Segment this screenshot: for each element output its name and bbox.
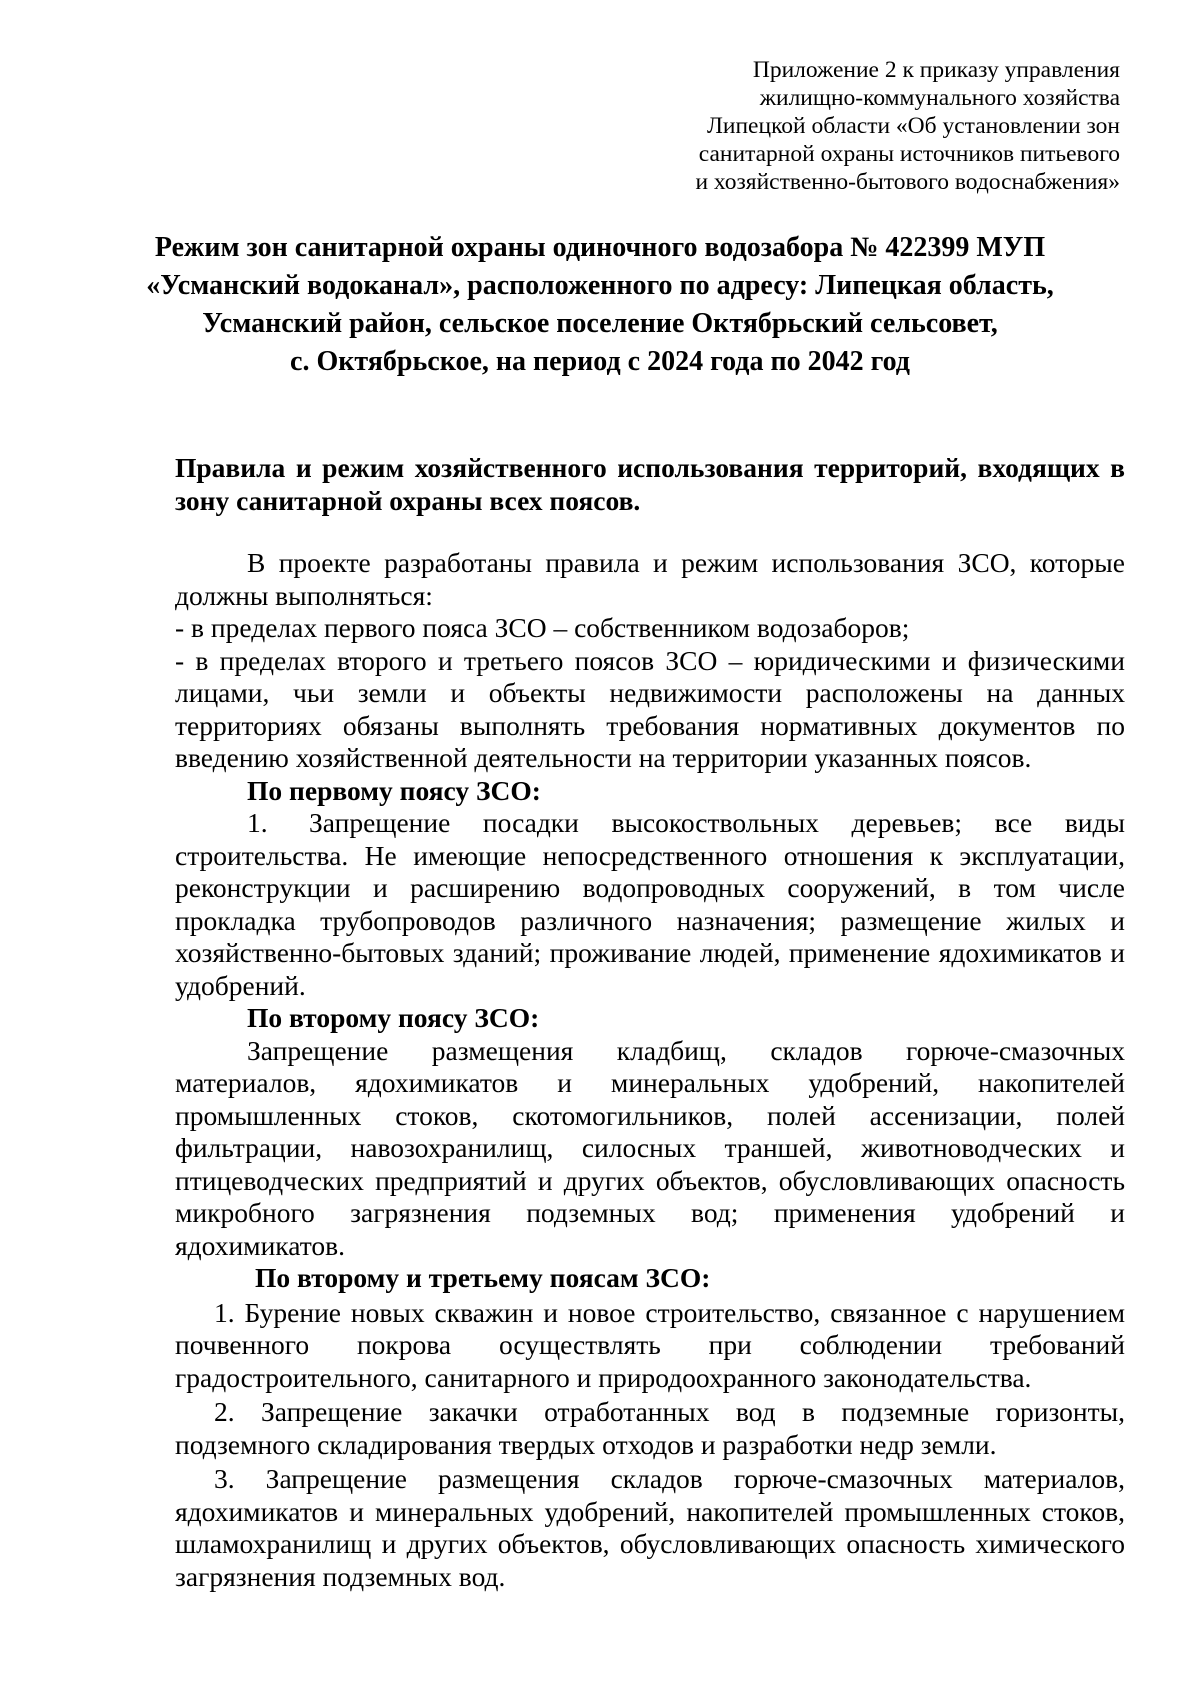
first-belt-item xyxy=(175,807,1125,1002)
title-line: Усманский район, сельское поселение Октябрьский сельсовет, xyxy=(202,308,998,339)
section-heading: Правила и режим хозяйственного использования территорий, входящих в зону санитарной охраны всех поясов. xyxy=(175,452,1125,516)
list-item: 3. Запрещение размещения складов горюче-смазочных материалов, ядохимикатов и минеральных удобрений, накопителей промышленных стоков, шламохранилищ и других объектов, обусловливающих опасность химического загрязнения подземных вод. xyxy=(175,1463,1125,1592)
first-belt-item-number: 1. xyxy=(247,807,268,838)
bullet-first-belt: - в пределах первого пояса ЗСО – собственником водозаборов; xyxy=(175,612,910,643)
bullet-second-third-belt: - в пределах второго и третьего поясов ЗСО – юридическими и физическими лицами, чьи земли и объекты недвижимости расположены на данных территориях обязаны выполнять требования нормативных документов по введению хозяйственной деятельности на территории указанных поясов. xyxy=(175,644,1125,773)
appendix-note xyxy=(600,56,1120,196)
list-item: 1. Бурение новых скважин и новое строительство, связанное с нарушением почвенного покрова осуществлять при соблюдении требований градостроительного, санитарного и природоохранного законодательства. xyxy=(175,1296,1125,1393)
second-belt-paragraph: Запрещение размещения кладбищ, складов горюче-смазочных материалов, ядохимикатов и минеральных удобрений, накопителей промышленных стоков, скотомогильников, полей ассенизации, полей фильтрации, навозохранилищ, силосных траншей, животноводческих и птицеводческих предприятий и других объектов, обусловливающих опасность микробного загрязнения подземных вод; применения удобрений и ядохимикатов. xyxy=(175,1034,1125,1261)
list-item: 2. Запрещение закачки отработанных вод в подземные горизонты, подземного складирования твердых отходов и разработки недр земли. xyxy=(175,1396,1125,1460)
first-belt-item-text: Запрещение посадки высокоствольных деревьев; все виды строительства. Не имеющие непосредственного отношения к эксплуатации, реконструкции и расширению водопроводных сооружений, в том числе прокладка трубопроводов различного назначения; размещение жилых и хозяйственно-бытовых зданий; проживание людей, применение ядохимикатов и удобрений. xyxy=(175,807,1125,1001)
appendix-line: Приложение 2 к приказу управления xyxy=(752,57,1120,83)
second-belt-heading: По второму поясу ЗСО: xyxy=(247,1002,540,1033)
first-belt-heading: По первому поясу ЗСО: xyxy=(247,774,541,806)
intro-paragraph: В проекте разработаны правила и режим использования ЗСО, которые должны выполняться: xyxy=(175,547,1125,611)
title-line: с. Октябрьское, на период с 2024 года по 2042 год xyxy=(290,346,910,377)
title-line: «Усманский водоканал», расположенного по адресу: Липецкая область, xyxy=(146,270,1054,301)
appendix-line: и хозяйственно-бытового водоснабжения» xyxy=(695,169,1120,195)
appendix-line: санитарной охраны источников питьевого xyxy=(698,141,1120,167)
appendix-line: Липецкой области «Об установлении зон xyxy=(706,113,1120,139)
document-title xyxy=(110,229,1090,381)
second-third-belt-heading: По второму и третьему поясам ЗСО: xyxy=(255,1262,711,1293)
document-body xyxy=(175,452,1125,1593)
title-line: Режим зон санитарной охраны одиночного водозабора № 422399 МУП xyxy=(154,232,1046,263)
appendix-line: жилищно-коммунального хозяйства xyxy=(759,85,1120,111)
